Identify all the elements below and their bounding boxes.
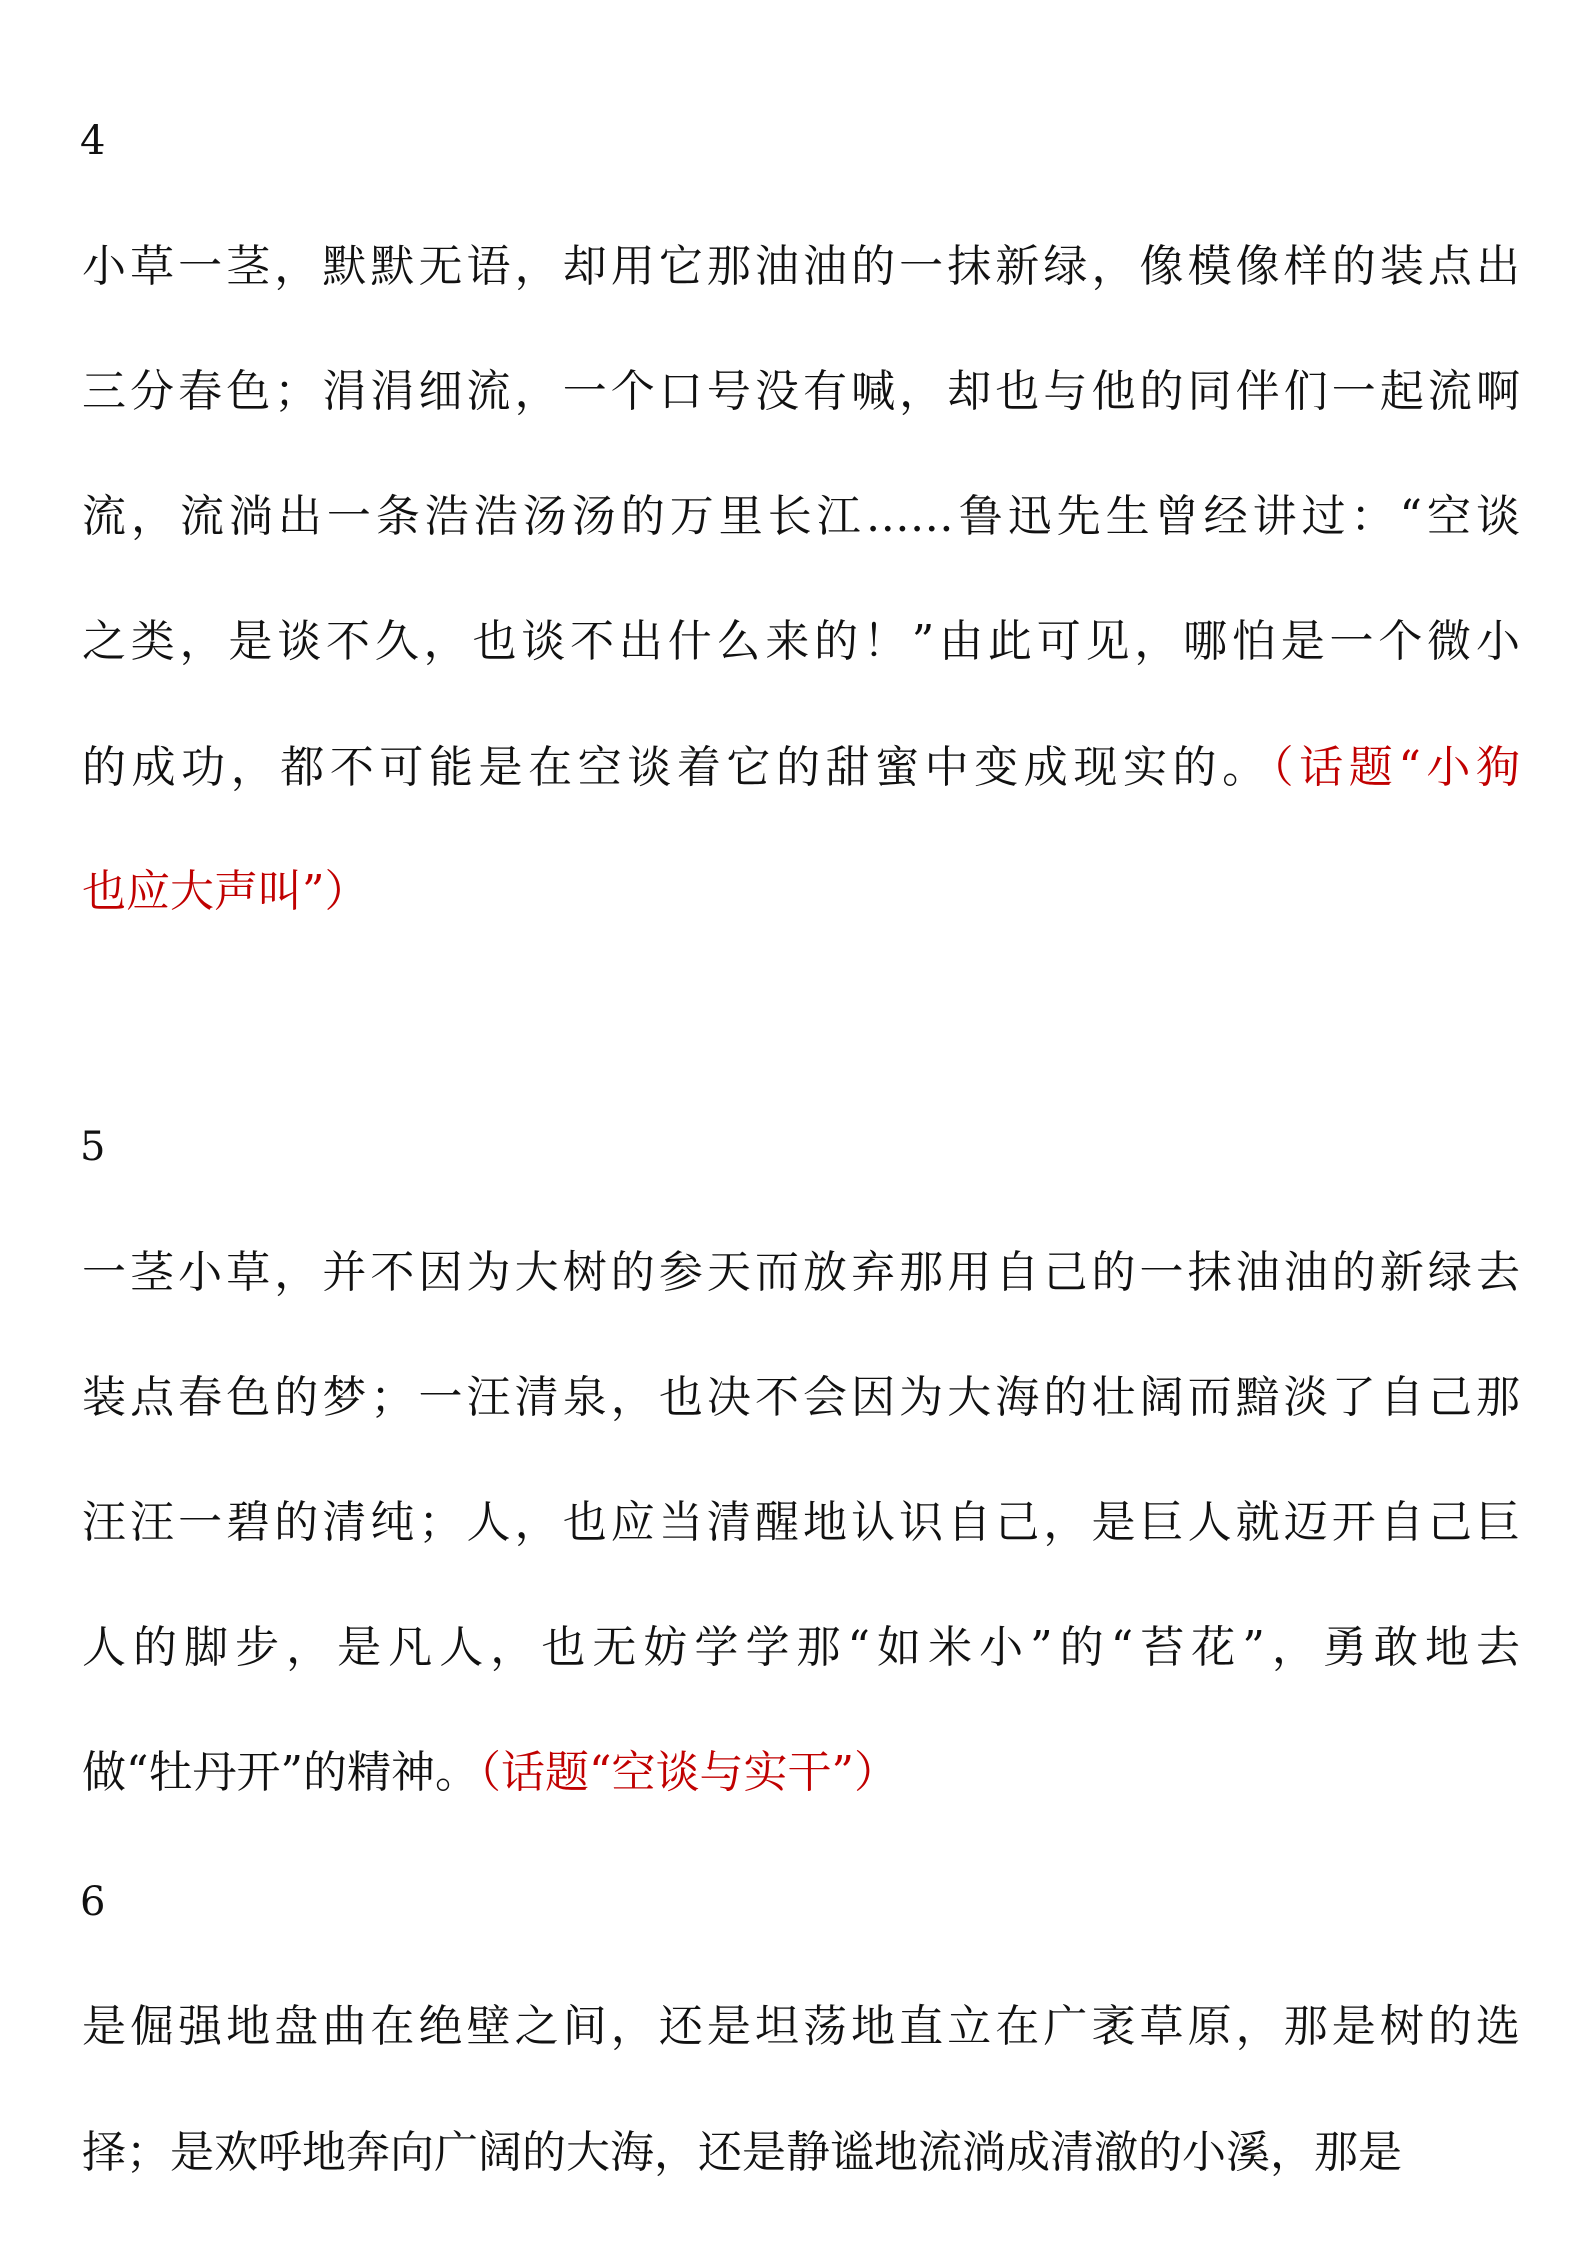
- topic-annotation: （话题“空谈与实干”）: [479, 1747, 898, 1798]
- body-text: 三分春色；涓涓细流，一个口号没有喊，却也与他的同伴们一起流啊: [82, 366, 1520, 417]
- paragraph-line: [82, 1618, 1520, 1678]
- body-text: 人的脚步，是凡人，也无妨学学那“如米小”的“苔花”，勇敢地去: [82, 1622, 1520, 1673]
- body-text: 做“牡丹开”的精神。: [82, 1747, 479, 1798]
- section-number: 4: [80, 118, 106, 164]
- body-text: 的成功，都不可能是在空谈着它的甜蜜中变成现实的。: [82, 742, 1272, 793]
- body-text: 流，流淌出一条浩浩汤汤的万里长江……鲁迅先生曾经讲过：“空谈: [82, 491, 1520, 542]
- paragraph-line: [82, 612, 1520, 672]
- paragraph-line: [82, 1743, 1520, 1803]
- paragraph-line: [82, 487, 1520, 547]
- body-text: 小草一茎，默默无语，却用它那油油的一抹新绿，像模像样的装点出: [82, 241, 1520, 292]
- body-text: 装点春色的梦；一汪清泉，也决不会因为大海的壮阔而黯淡了自己那: [82, 1372, 1520, 1423]
- paragraph-line: [82, 237, 1520, 297]
- body-text: 一茎小草，并不因为大树的参天而放弃那用自己的一抹油油的新绿去: [82, 1247, 1520, 1298]
- paragraph-line: [82, 362, 1520, 422]
- body-text: 之类，是谈不久，也谈不出什么来的！”由此可见，哪怕是一个微小: [82, 616, 1520, 667]
- topic-annotation: 也应大声叫”）: [82, 866, 369, 917]
- paragraph-line: [82, 738, 1520, 798]
- paragraph-line: [82, 1997, 1520, 2057]
- paragraph-line: [82, 1243, 1520, 1303]
- paragraph-line: [82, 862, 1520, 922]
- topic-annotation: （话题“小狗: [1271, 742, 1520, 793]
- paragraph-line: [82, 2123, 1520, 2183]
- body-text: 是倔强地盘曲在绝壁之间，还是坦荡地直立在广袤草原，那是树的选: [82, 2001, 1520, 2052]
- paragraph-line: [82, 1368, 1520, 1428]
- section-number: 6: [80, 1879, 106, 1925]
- body-text: 择；是欢呼地奔向广阔的大海，还是静谧地流淌成清澈的小溪，那是: [82, 2127, 1402, 2178]
- body-text: 汪汪一碧的清纯；人，也应当清醒地认识自己，是巨人就迈开自己巨: [82, 1497, 1520, 1548]
- section-number: 5: [80, 1124, 106, 1170]
- paragraph-line: [82, 1493, 1520, 1553]
